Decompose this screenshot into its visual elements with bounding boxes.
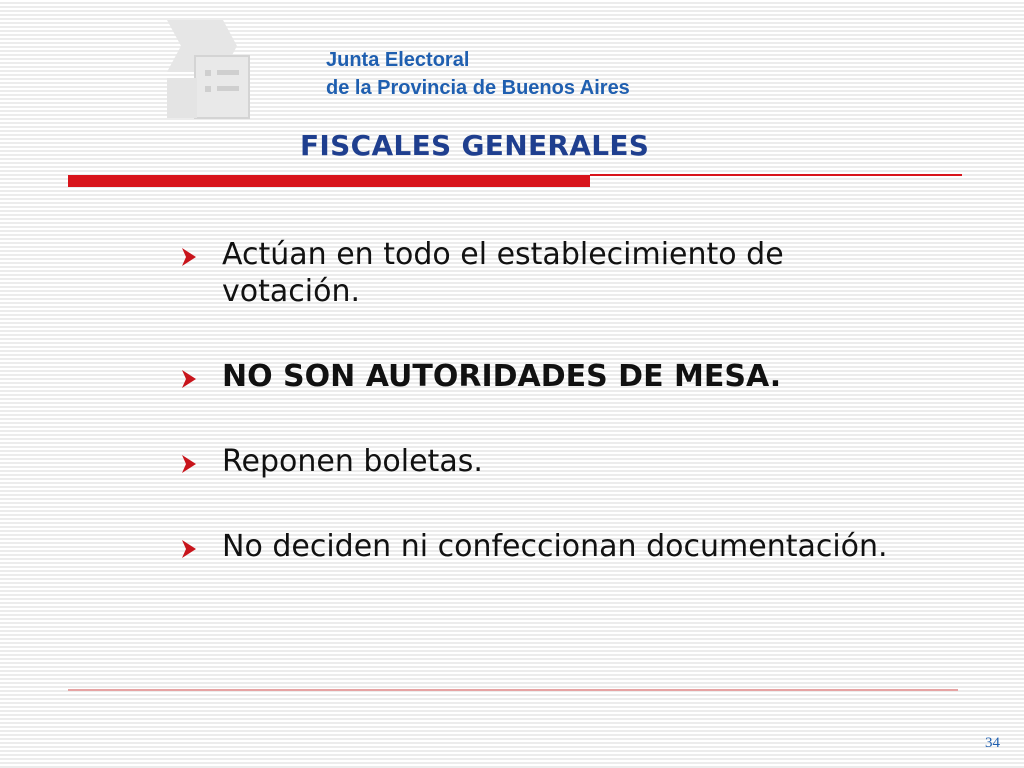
title-underline-line [590,174,962,176]
bullet-text: Reponen boletas. [222,444,483,479]
bullet-text: NO SON AUTORIDADES DE MESA. [222,359,782,394]
organization-line-2: de la Provincia de Buenos Aires [326,77,630,99]
bullet-arrow-icon [176,368,204,390]
footer-divider [68,689,958,691]
page-number: 34 [985,735,1000,751]
organization-name [326,46,630,102]
bullet-arrow-icon [176,453,204,475]
bullet-arrow-icon [176,246,204,268]
title-underline-bar [68,175,590,187]
bullet-list [170,236,930,565]
bullet-item [170,443,930,480]
slide-title: FISCALES GENERALES [300,129,650,162]
bullet-item [170,236,930,310]
bullet-item [170,528,930,565]
organization-line-1: Junta Electoral [326,49,470,71]
bullet-arrow-icon [176,538,204,560]
bullet-item [170,358,930,395]
junta-electoral-logo-icon [163,18,253,122]
bullet-text: Actúan en todo el establecimiento de votación. [222,237,784,309]
bullet-text: No deciden ni confeccionan documentación. [222,529,888,564]
